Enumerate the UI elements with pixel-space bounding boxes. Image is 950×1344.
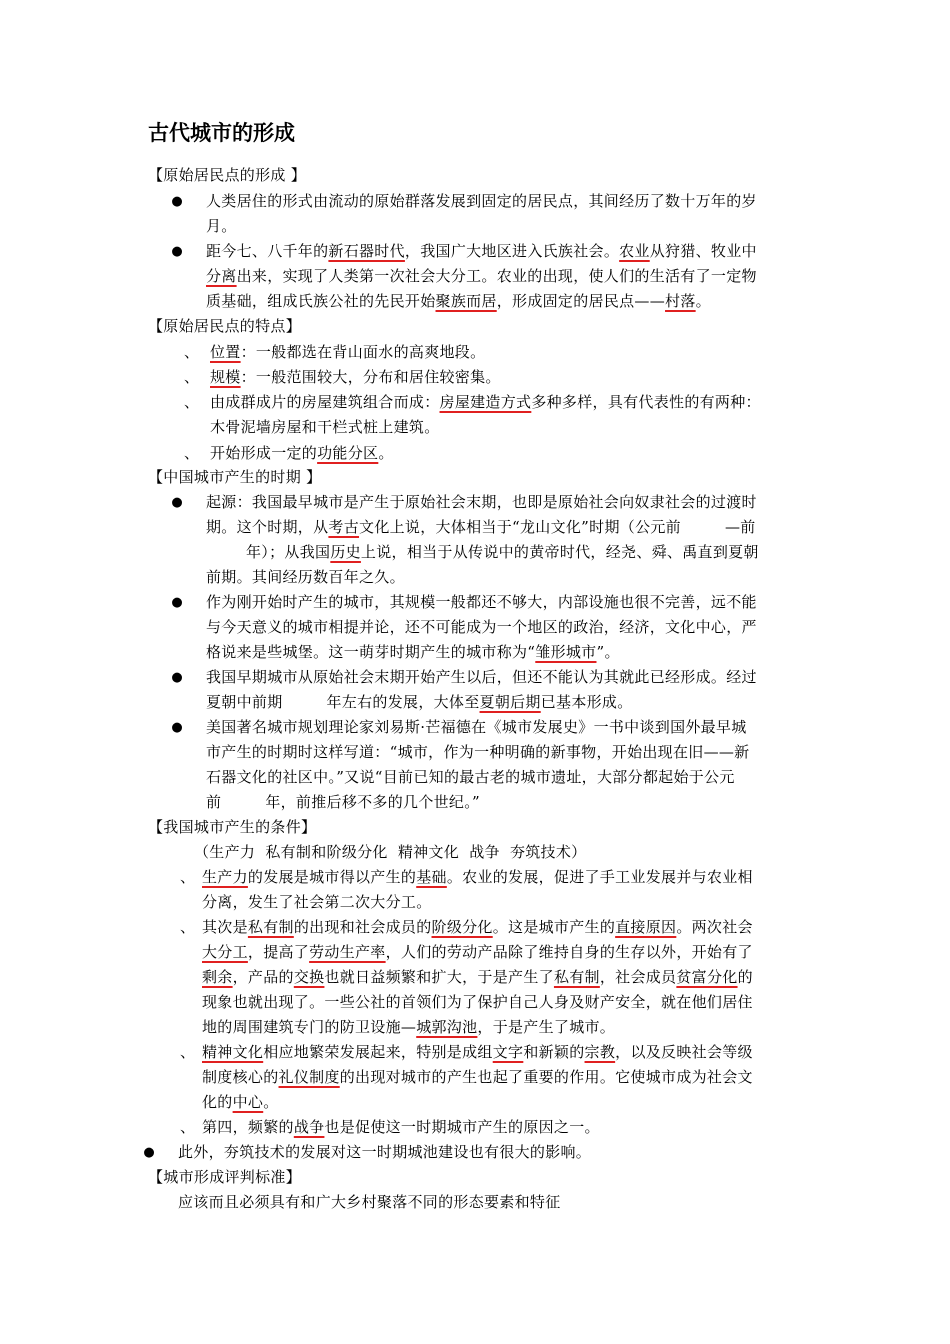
underlined-term: 大分工 (202, 943, 248, 961)
underlined-term: 文字 (492, 1043, 524, 1061)
underlined-term: 农业 (619, 242, 650, 260)
bullet-icon: ● (171, 595, 183, 610)
bullet-icon: ● (171, 670, 183, 685)
underlined-term: 战争 (293, 1118, 325, 1136)
paragraph-line: 制度核心的礼仪制度的出现对城市的产生也起了重要的作用。它使城市成为社会文 (202, 1068, 753, 1086)
underlined-term: 交换 (293, 968, 325, 986)
paragraph-line: 应该而且必须具有和广大乡村聚落不同的形态要素和特征 (178, 1193, 561, 1211)
underlined-term: 礼仪制度 (278, 1068, 340, 1086)
section-heading: 【城市形成评判标准】 (148, 1168, 302, 1186)
underlined-term: 位置 (210, 343, 241, 361)
underlined-term: 房屋建造方式 (439, 393, 532, 411)
section-heading: 【我国城市产生的条件】 (148, 818, 317, 836)
paragraph-line: 化的中心。 (202, 1093, 279, 1111)
underlined-term: 精神文化 (202, 1043, 264, 1061)
underlined-term: 聚族而居 (435, 292, 497, 310)
underlined-term: 生产力 (202, 868, 248, 886)
paragraph-line: 作为刚开始时产生的城市，其规模一般都还不够大，内部设施也很不完善，远不能 (206, 593, 757, 611)
underlined-term: 城郭沟池 (416, 1018, 478, 1036)
list-marker: 、 (180, 1043, 196, 1061)
paragraph-line: 分离，发生了社会第二次大分工。 (202, 893, 432, 911)
paragraph-line: 现象也就出现了。一些公社的首领们为了保护自己人身及财产安全，就在他们居住 (202, 993, 753, 1011)
paragraph-line: 年）；从我国历史上说，相当于从传说中的黄帝时代，经尧、舜、禹直到夏朝 (246, 543, 759, 561)
underlined-term: 村落 (665, 292, 696, 310)
paragraph-line: 剩余，产品的交换也就日益频繁和扩大，于是产生了私有制，社会成员贫富分化的 (202, 968, 753, 986)
paragraph-line: 地的周围建筑专门的防卫设施—城郭沟池，于是产生了城市。 (202, 1018, 616, 1036)
paragraph-line: 此外，夯筑技术的发展对这一时期城池建设也有很大的影响。 (178, 1143, 592, 1161)
underlined-term: 阶级分化 (431, 918, 493, 936)
paragraph-line: 格说来是些城堡。这一萌芽时期产生的城市称为“雏形城市”。 (206, 643, 620, 661)
list-marker: 、 (180, 918, 196, 936)
underlined-term: 基础 (416, 868, 447, 886)
paragraph-line: 前期。其间经历数百年之久。 (206, 568, 405, 586)
paragraph-line: 位置：一般都选在背山面水的高爽地段。 (210, 343, 486, 361)
paragraph-line: 由成群成片的房屋建筑组合而成：房屋建造方式多种多样，具有代表性的有两种： (210, 393, 761, 411)
underlined-term: 历史 (330, 543, 361, 561)
conditions-summary: （生产力 私有制和阶级分化 精神文化 战争 夯筑技术） (194, 843, 587, 861)
paragraph-line: 夏朝中前期 年左右的发展，大体至夏朝后期已基本形成。 (206, 693, 633, 711)
underlined-term: 新石器时代 (328, 242, 405, 260)
bullet-icon: ● (143, 1145, 155, 1160)
paragraph-line: 生产力的发展是城市得以产生的基础。农业的发展，促进了手工业发展并与农业相 (202, 868, 753, 886)
paragraph-line: 木骨泥墙房屋和干栏式桩上建筑。 (210, 418, 440, 436)
paragraph-line: 与今天意义的城市相提并论，还不可能成为一个地区的政治，经济，文化中心，严 (206, 618, 757, 636)
bullet-icon: ● (171, 194, 183, 209)
paragraph-line: 第四，频繁的战争也是促使这一时期城市产生的原因之一。 (202, 1118, 600, 1136)
bullet-icon: ● (171, 495, 183, 510)
paragraph-line: 人类居住的形式由流动的原始群落发展到固定的居民点，其间经历了数十万年的岁 (206, 192, 757, 210)
paragraph-line: 规模：一般范围较大，分布和居住较密集。 (210, 368, 501, 386)
paragraph-line: 市产生的时期时这样写道：“城市，作为一种明确的新事物，开始出现在旧——新 (206, 743, 750, 761)
underlined-term: 考古 (328, 518, 360, 536)
paragraph-line: 石器文化的社区中。”又说“目前已知的最古老的城市遗址，大部分都起始于公元 (206, 768, 735, 786)
paragraph-line: 分离出来，实现了人类第一次社会大分工。农业的出现，使人们的生活有了一定物 (206, 267, 757, 285)
underlined-term: 分离 (206, 267, 237, 285)
list-marker: 、 (184, 444, 200, 462)
underlined-term: 私有制 (553, 968, 600, 986)
list-marker: 、 (180, 1118, 196, 1136)
underlined-term: 直接原因 (615, 918, 677, 936)
paragraph-line: 其次是私有制的出现和社会成员的阶级分化。这是城市产生的直接原因。两次社会 (202, 918, 753, 936)
paragraph-line: 前 年，前推后移不多的几个世纪。” (206, 793, 480, 811)
underlined-term: 雏形城市 (535, 643, 597, 661)
underlined-term: 宗教 (584, 1043, 616, 1061)
paragraph-line: 距今七、八千年的新石器时代，我国广大地区进入氏族社会。农业从狩猎、牧业中 (206, 242, 757, 260)
underlined-term: 私有制 (247, 918, 294, 936)
paragraph-line: 美国著名城市规划理论家刘易斯·芒福德在《城市发展史》一书中谈到国外最早城 (206, 718, 747, 736)
paragraph-line: 期。这个时期，从考古文化上说，大体相当于“龙山文化”时期（公元前 —前 (206, 518, 756, 536)
list-marker: 、 (184, 368, 200, 386)
section-heading: 【原始居民点的特点】 (148, 317, 302, 335)
bullet-icon: ● (171, 244, 183, 259)
section-heading: 【中国城市产生的时期 】 (148, 468, 322, 486)
underlined-term: 剩余 (202, 968, 233, 986)
section-heading: 【原始居民点的形成 】 (148, 166, 307, 184)
underlined-term: 规模 (210, 368, 241, 386)
underlined-term: 贫富分化 (676, 968, 738, 986)
list-marker: 、 (180, 868, 196, 886)
page-title: 古代城市的形成 (148, 120, 295, 145)
bullet-icon: ● (171, 720, 183, 735)
paragraph-line: 我国早期城市从原始社会末期开始产生以后，但还不能认为其就此已经形成。经过 (206, 668, 757, 686)
paragraph-line: 大分工，提高了劳动生产率，人们的劳动产品除了维持自身的生存以外，开始有了 (202, 943, 753, 961)
paragraph-line: 开始形成一定的功能分区。 (210, 444, 394, 462)
paragraph-line: 起源：我国最早城市是产生于原始社会末期，也即是原始社会向奴隶社会的过渡时 (206, 493, 757, 511)
paragraph-line: 精神文化相应地繁荣发展起来，特别是成组文字和新颖的宗教，以及反映社会等级 (202, 1043, 753, 1061)
paragraph-line: 月。 (206, 217, 237, 235)
list-marker: 、 (184, 343, 200, 361)
paragraph-line: 质基础，组成氏族公社的先民开始聚族而居，形成固定的居民点——村落。 (206, 292, 711, 310)
underlined-term: 功能分区 (317, 444, 379, 462)
underlined-term: 夏朝后期 (479, 693, 541, 711)
underlined-term: 劳动生产率 (309, 943, 386, 961)
underlined-term: 中心 (232, 1093, 264, 1111)
list-marker: 、 (184, 393, 200, 411)
